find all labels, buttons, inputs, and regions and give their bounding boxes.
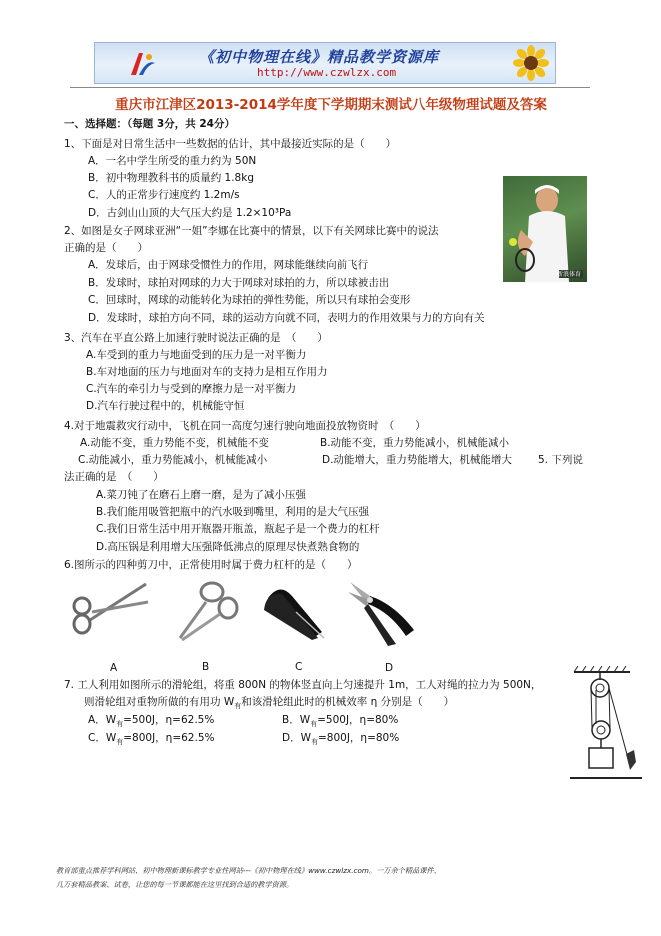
scissors-d-image xyxy=(342,574,422,650)
q2-option-c: C．回球时，网球的动能转化为球拍的弹性势能，所以只有球拍会变形 xyxy=(88,294,411,306)
q7-stem-line1: 7. 工人利用如图所示的滑轮组，将重 800N 的物体竖直向上匀速提升 1m，工人对绳的拉力为 500N， xyxy=(64,679,542,691)
q7-option-b: B．$W_有=500J$，η=80% xyxy=(282,714,399,729)
q5-option-b: B.我们能用吸管把瓶中的汽水吸到嘴里，利用的是大气压强 xyxy=(96,506,370,518)
q5-stem-start: 5. 下列说 xyxy=(538,454,583,466)
document-title: 重庆市江津区2013-2014学年度下学期期末测试八年级物理试题及答案 xyxy=(115,97,547,113)
q6-label-a: A xyxy=(110,662,118,674)
q6-label-c: C xyxy=(295,661,303,673)
q2-stem-line2: 正确的是（ ） xyxy=(64,242,148,254)
q1-option-c: C．人的正常步行速度约 1.2m/s xyxy=(88,189,240,201)
q5-option-d: D.高压锅是利用增大压强降低沸点的原理尽快煮熟食物的 xyxy=(96,541,360,553)
q4-option-d: D.动能增大，重力势能增大，机械能增大 xyxy=(322,454,512,466)
header-banner xyxy=(94,42,556,84)
q3-option-c: C.汽车的牵引力与受到的摩擦力是一对平衡力 xyxy=(86,383,297,395)
q5-stem: 法正确的是 （ ） xyxy=(64,471,164,483)
sunflower-icon xyxy=(513,45,549,81)
q5-option-c: C.我们日常生活中用开瓶器开瓶盖，瓶起子是一个费力的杠杆 xyxy=(96,523,380,535)
banner-title: 《初中物理在线》精品教学资源库 xyxy=(199,48,440,66)
q5-option-a: A.菜刀钝了在磨石上磨一磨，是为了减小压强 xyxy=(96,489,306,501)
q3-stem: 3、汽车在平直公路上加速行驶时说法正确的是 （ ） xyxy=(64,332,328,344)
q3-option-d: D.汽车行驶过程中的，机械能守恒 xyxy=(86,400,245,412)
q2-option-a: A．发球后，由于网球受惯性力的作用，网球能继续向前飞行 xyxy=(88,259,369,271)
q1-option-b: B．初中物理教科书的质量约 1.8kg xyxy=(88,172,254,184)
q7-option-a: A．$W_有=500J$，η=62.5% xyxy=(88,714,215,729)
q4-option-b: B.动能不变，重力势能减小，机械能减小 xyxy=(320,437,510,449)
q4-stem: 4.对于地震救灾行动中，飞机在同一高度匀速行驶向地面投放物资时 （ ） xyxy=(64,420,426,432)
q2-option-b: B．发球时，球拍对网球的力大于网球对球拍的力，所以球被击出 xyxy=(88,277,390,289)
q2-option-d: D．发球时，球拍方向不同，球的运动方向就不同，表明力的作用效果与力的方向有关 xyxy=(88,312,485,324)
header-rule xyxy=(70,87,590,88)
q2-stem-line1: 2、如图是女子网球亚洲“一姐”李娜在比赛中的情景，以下有关网球比赛中的说法 xyxy=(64,225,439,237)
q1-stem: 1、下面是对日常生活中一些数据的估计，其中最接近实际的是（ ） xyxy=(64,138,397,150)
q3-option-b: B.车对地面的压力与地面对车的支持力是相互作用力 xyxy=(86,366,328,378)
q1-option-a: A．一名中学生所受的重力约为 50N xyxy=(88,155,257,167)
pulley-diagram xyxy=(570,666,642,782)
q7-option-d: D．$W_有=800J$，η=80% xyxy=(282,732,400,747)
q6-label-d: D xyxy=(385,662,394,674)
scissors-a-image xyxy=(70,576,150,648)
scissors-c-image xyxy=(258,576,328,646)
q1-option-d: D．古剑山山顶的大气压大约是 1.2×10³Pa xyxy=(88,207,292,219)
banner-url: http://www.czwlzx.com xyxy=(257,66,397,79)
footer-line2: 几万套精品教案、试卷，让您的每一节课都能在这里找到合适的教学资源。 xyxy=(56,880,294,889)
q6-stem: 6.图所示的四种剪刀中，正常使用时属于费力杠杆的是（ ） xyxy=(64,559,358,571)
scissors-b-image xyxy=(166,578,240,648)
footer-line1: 教育部重点推荐学科网站、初中物理新课标教学专业性网站---《初中物理在线》www.czwlzx.com。一万余个精品课件、 xyxy=(56,866,441,875)
q3-option-a: A.车受到的重力与地面受到的压力是一对平衡力 xyxy=(86,349,307,361)
q4-option-a: A.动能不变，重力势能不变，机械能不变 xyxy=(80,437,269,449)
section-heading: 一、选择题：（每题 3分，共 24分） xyxy=(64,118,235,130)
tennis-player-photo xyxy=(503,176,587,282)
q7-option-c: C．$W_有=800J$，η=62.5% xyxy=(88,732,215,747)
q7-stem-line2: 则滑轮组对重物所做的有用功 $W_有$和该滑轮组此时的机械效率 η 分别是（ ） xyxy=(84,696,455,711)
photo-caption: 新浪体育 xyxy=(556,271,581,278)
q6-label-b: B xyxy=(202,661,210,673)
logo-icon xyxy=(127,49,157,79)
q4-option-c: C.动能减小，重力势能减小，机械能减小 xyxy=(78,454,268,466)
